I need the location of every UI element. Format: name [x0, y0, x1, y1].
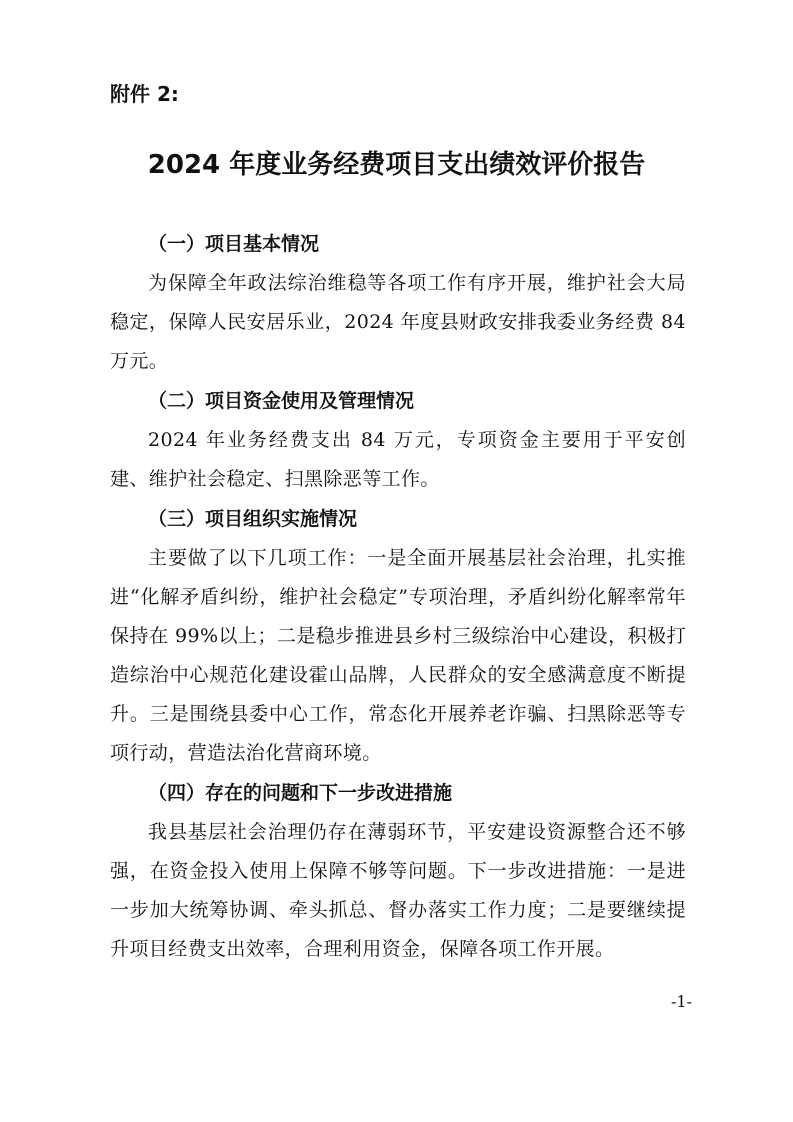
document-body	[110, 224, 686, 969]
section-paragraph: 为保障全年政法综治维稳等各项工作有序开展，维护社会大局稳定，保障人民安居乐业，2024 年度县财政安排我委业务经费 84 万元。	[110, 272, 686, 372]
section-implementation	[110, 499, 686, 773]
section-heading: （三）项目组织实施情况	[148, 508, 358, 530]
section-problems-improvements	[110, 773, 686, 969]
section-heading: （四）存在的问题和下一步改进措施	[148, 782, 453, 804]
section-heading: （二）项目资金使用及管理情况	[148, 390, 415, 412]
attachment-label: 附件 2:	[110, 82, 179, 106]
section-paragraph: 我县基层社会治理仍存在薄弱环节，平安建设资源整合还不够强，在资金投入使用上保障不够等问题。下一步改进措施：一是进一步加大统筹协调、牵头抓总、督办落实工作力度；二是要继续提升项目经费支出效率，合理利用资金，保障各项工作开展。	[110, 821, 686, 960]
section-paragraph: 主要做了以下几项工作：一是全面开展基层社会治理，扎实推进“化解矛盾纠纷，维护社会稳定”专项治理，矛盾纠纷化解率常年保持在 99%以上；二是稳步推进县乡村三级综治中心建设，积极打造综治中心规范化建设霍山品牌，人民群众的安全感满意度不断提升。三是围绕县委中心工作，常态化开展养老诈骗、扫黑除恶等专项行动，营造法治化营商环境。	[110, 547, 686, 764]
section-fund-usage	[110, 381, 686, 499]
page-number: -1-	[671, 992, 692, 1011]
section-paragraph: 2024 年业务经费支出 84 万元，专项资金主要用于平安创建、维护社会稳定、扫黑除恶等工作。	[110, 429, 686, 490]
section-basic-info	[110, 224, 686, 381]
section-heading: （一）项目基本情况	[148, 233, 320, 255]
document-title: 2024 年度业务经费项目支出绩效评价报告	[147, 150, 646, 180]
